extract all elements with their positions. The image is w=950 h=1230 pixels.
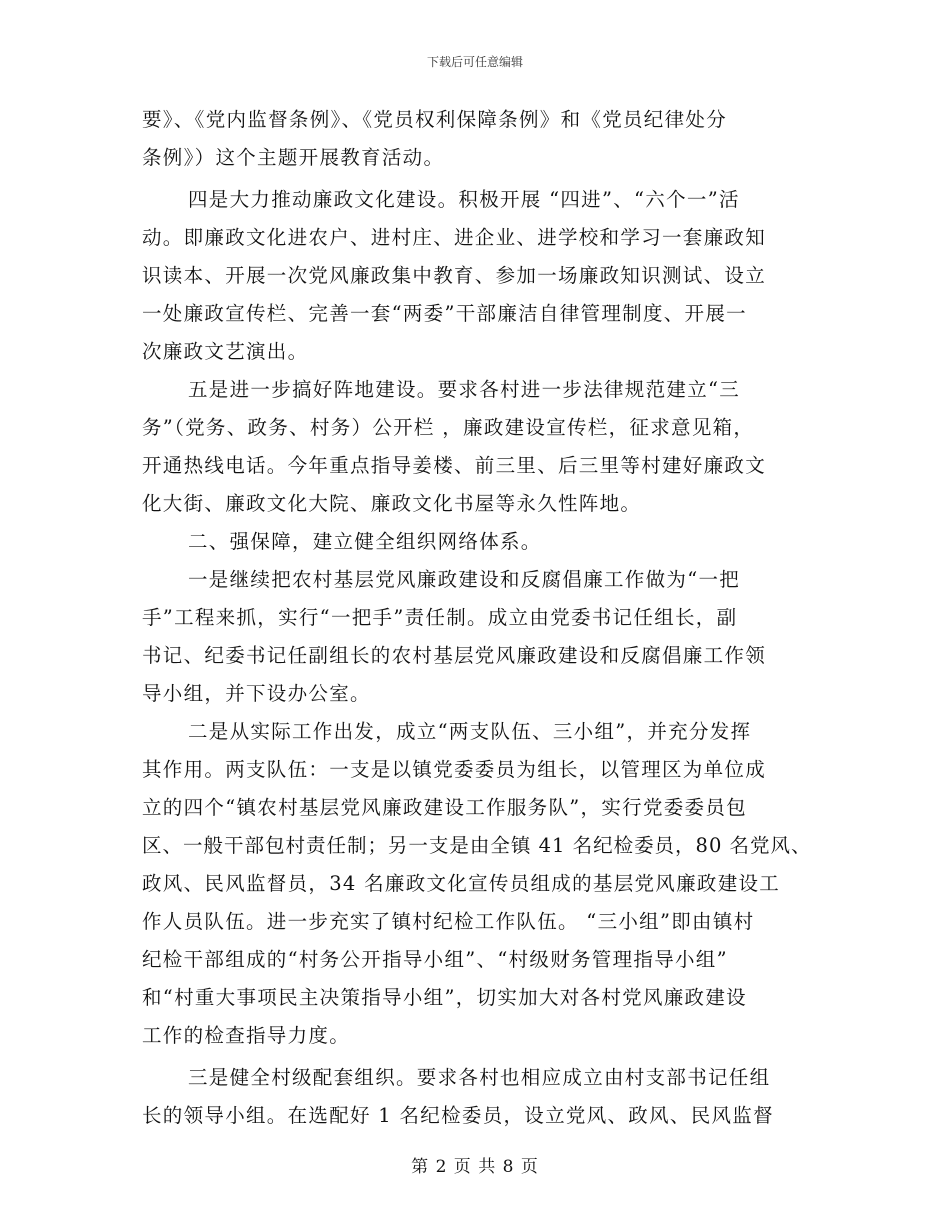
text-line: 开通热线电话。今年重点指导姜楼、前三里、后三里等村建好廉政文 [142,454,767,477]
text-line: 纪检干部组成的“村务公开指导小组”、“村级财务管理指导小组” [142,948,728,971]
text-line: 要》、《党内监督条例》、《党员权利保障条例》和《党员纪律处分 [142,108,728,131]
text-line: 长的领导小组。在选配好 1 名纪检委员，设立党风、政风、民风监督 [142,1104,774,1127]
text-line: 手”工程来抓，实行“一把手”责任制。成立由党委书记任组长，副 [142,606,738,629]
text-line: 四是大力推动廉政文化建设。积极开展 “四进”、“六个一”活 [188,188,740,211]
text-line: 政风、民风监督员，34 名廉政文化宣传员组成的基层党风廉政建设工 [142,872,781,895]
text-line: 立的四个“镇农村基层党风廉政建设工作服务队”，实行党委委员包 [142,796,747,819]
text-line: 一处廉政宣传栏、完善一套“两委”干部廉洁自律管理制度、开展一 [142,302,747,325]
text-line: 识读本、开展一次党风廉政集中教育、参加一场廉政知识测试、设立 [142,264,767,287]
text-line: 其作用。两支队伍：一支是以镇党委委员为组长，以管理区为单位成 [142,758,767,781]
text-line: 区、一般干部包村责任制；另一支是由全镇 41 名纪检委员，80 名党风、 [142,834,812,857]
text-line: 和“村重大事项民主决策指导小组”，切实加大对各村党风廉政建设 [142,986,747,1009]
page-header: 下载后可任意编辑 [426,55,523,69]
text-line: 一是继续把农村基层党风廉政建设和反腐倡廉工作做为“一把 [188,568,741,591]
text-line: 条例》）这个主题开展教育活动。 [142,146,445,169]
text-line: 动。即廉政文化进农户、进村庄、进企业、进学校和学习一套廉政知 [142,226,767,249]
text-line: 五是进一步搞好阵地建设。要求各村进一步法律规范建立“三 [188,378,741,401]
text-line: 作人员队伍。进一步充实了镇村纪检工作队伍。 “三小组”即由镇村 [142,910,755,933]
text-line: 次廉政文艺演出。 [142,340,309,363]
text-line: 务”（党务、政务、村务）公开栏 ，廉政建设宣传栏，征求意见箱， [142,416,755,439]
text-line: 二、强保障，建立健全组织网络体系。 [188,530,542,553]
text-line: 书记、纪委书记任副组长的农村基层党风廉政建设和反腐倡廉工作领 [142,644,767,667]
text-line: 工作的检查指导力度。 [142,1024,351,1047]
text-line: 三是健全村级配套组织。要求各村也相应成立由村支部书记任组 [188,1066,771,1089]
text-line: 导小组，并下设办公室。 [142,682,371,705]
text-line: 化大街、廉政文化大院、廉政文化书屋等永久性阵地。 [142,492,642,515]
text-line: 二是从实际工作出发，成立“两支队伍、三小组”，并充分发挥 [188,720,752,743]
page-footer: 第 2 页 共 8 页 [411,1157,539,1177]
